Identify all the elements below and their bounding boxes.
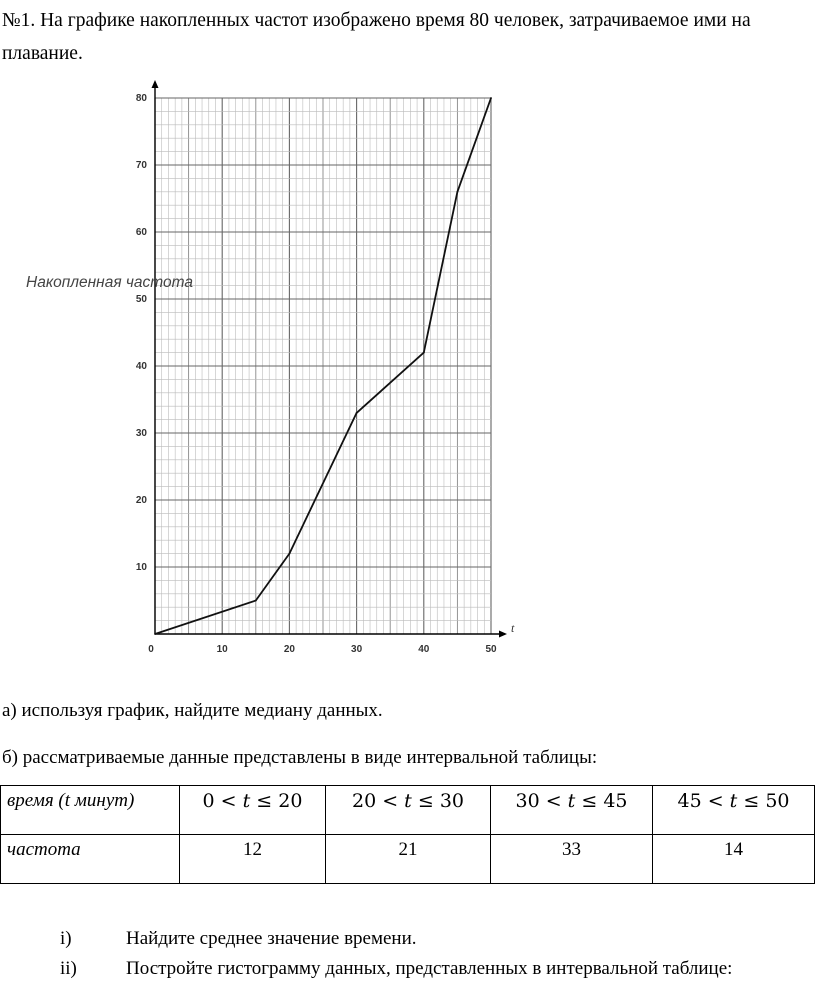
y-tick-label: 60 <box>135 227 147 238</box>
data-point <box>356 412 358 414</box>
table-row-time <box>1 786 815 835</box>
y-tick-label: 20 <box>135 495 147 506</box>
data-point <box>255 600 257 602</box>
x-tick-label: 50 <box>485 644 497 655</box>
subquestion-text: Найдите среднее значение времени. <box>126 928 417 949</box>
subquestion-2 <box>60 958 732 980</box>
data-point <box>154 633 156 635</box>
subquestion-number: ii) <box>60 958 77 979</box>
frequency-cell: 21 <box>326 835 491 884</box>
x-tick-label: 30 <box>351 644 363 655</box>
question-b: б) рассматриваемые данные представлены в виде интервальной таблицы: <box>2 747 598 768</box>
x-axis-label: t <box>511 621 515 635</box>
question-a: а) используя график, найдите медиану данных. <box>2 700 383 721</box>
time-header-cell: время (t минут) <box>1 786 180 835</box>
problem-statement <box>2 4 816 70</box>
y-tick-label: 70 <box>135 160 147 171</box>
frequency-cell: 33 <box>491 835 653 884</box>
frequency-cell: 14 <box>653 835 815 884</box>
interval-cell: 45 < t ≤ 50 <box>653 786 815 835</box>
x-tick-label: 20 <box>283 644 295 655</box>
y-tick-label: 10 <box>135 562 147 573</box>
x-axis-arrow <box>499 631 507 638</box>
interval-cell: 30 < t ≤ 45 <box>491 786 653 835</box>
interval-table <box>0 785 815 884</box>
data-point <box>457 191 459 193</box>
table-row-frequency <box>1 835 815 884</box>
x-tick-label: 10 <box>216 644 228 655</box>
frequency-header-cell: частота <box>1 835 180 884</box>
data-point <box>289 553 291 555</box>
y-tick-label: 50 <box>135 294 147 305</box>
frequency-cell: 12 <box>180 835 326 884</box>
problem-line-2: плавание. <box>2 43 83 64</box>
interval-cell: 20 < t ≤ 30 <box>326 786 491 835</box>
y-tick-label: 40 <box>135 361 147 372</box>
cumulative-frequency-chart <box>0 70 540 670</box>
x-tick-label: 0 <box>148 644 154 655</box>
data-point <box>423 352 425 354</box>
data-point <box>490 97 492 99</box>
y-axis-arrow <box>152 80 159 88</box>
y-tick-label: 80 <box>135 93 147 104</box>
subquestion-text: Постройте гистограмму данных, представленных в интервальной таблице: <box>126 958 733 979</box>
y-axis-label: Накопленная частота <box>26 274 194 291</box>
subquestion-number: i) <box>60 928 72 949</box>
x-tick-label: 40 <box>418 644 430 655</box>
subquestion-1 <box>60 928 417 950</box>
chart-svg <box>0 70 540 670</box>
y-tick-label: 30 <box>135 428 147 439</box>
interval-cell: 0 < t ≤ 20 <box>180 786 326 835</box>
problem-line-1: №1. На графике накопленных частот изображено время 80 человек, затрачиваемое ими на <box>2 10 751 31</box>
